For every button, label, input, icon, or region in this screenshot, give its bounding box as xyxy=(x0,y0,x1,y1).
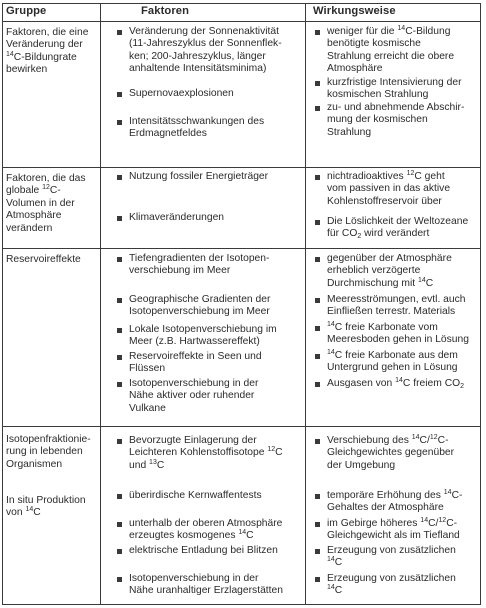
factor-item: Intensitätsschwankungen des Erdmagnetfeldes xyxy=(129,116,265,140)
bullet-icon xyxy=(117,175,122,180)
bullet-icon xyxy=(315,298,320,303)
bullet-icon xyxy=(315,30,320,35)
bullet-icon xyxy=(117,216,122,221)
bullet-icon xyxy=(117,494,122,499)
effect-item: Die Löslichkeit der Weltozeane für $CO_2$ wird verändert xyxy=(327,216,469,241)
row-divider xyxy=(2,167,481,168)
column-divider xyxy=(100,3,101,605)
column-header-faktoren: Faktoren xyxy=(141,5,190,17)
effect-item: im Gebirge höheres $^{14}$C/$^{12}$C- Gleichgewicht als im Tiefland xyxy=(327,517,460,542)
row-divider xyxy=(2,248,481,249)
bullet-icon xyxy=(315,522,320,527)
factor-item: Nutzung fossiler Energieträger xyxy=(129,171,269,182)
bullet-icon xyxy=(315,354,320,359)
effect-item: $^{14}$C freie Karbonate aus dem Untergrund gehen in Lösung xyxy=(327,349,458,374)
bullet-icon xyxy=(117,298,122,303)
column-header-gruppe: Gruppe xyxy=(6,5,47,17)
factor-item: überirdische Kernwaffentests xyxy=(129,490,262,501)
factor-item: unterhalb der oberen Atmosphäre erzeugtes kosmogenes $^{14}$C xyxy=(129,518,283,542)
factor-item: Bevorzugte Einlagerung der Leichteren Kohlenstoffisotope $^{12}$C und $^{13}$C xyxy=(129,435,283,471)
bullet-icon xyxy=(315,81,320,86)
group-cell: Isotopenfraktionie- rung in lebenden Organismen xyxy=(6,434,91,470)
column-divider xyxy=(305,3,306,605)
bullet-icon xyxy=(117,577,122,582)
bullet-icon xyxy=(117,355,122,360)
bullet-icon xyxy=(315,439,320,444)
bullet-icon xyxy=(117,549,122,554)
factor-item: Geographische Gradienten der Isotopenverschiebung im Meer xyxy=(129,294,271,318)
group-cell: Faktoren, die eine Veränderung der $^{14}$C-Bildungrate bewirken xyxy=(6,27,89,76)
bullet-icon xyxy=(117,92,122,97)
bullet-icon xyxy=(315,106,320,111)
factor-item: Tiefengradienten der Isotopen- verschiebung im Meer xyxy=(129,253,270,277)
header-divider xyxy=(2,21,481,22)
factor-item: Reservoireffekte in Seen und Flüssen xyxy=(129,351,262,375)
effect-item: Erzeugung von zusätzlichen $^{14}$C xyxy=(327,545,456,569)
effect-item: temporäre Erhöhung des $^{14}$C- Gehaltes der Atmosphäre xyxy=(327,489,463,514)
bullet-icon xyxy=(117,522,122,527)
row-divider xyxy=(2,426,481,427)
factor-item: Isotopenverschiebung in der Nähe uranhaltiger Erzlagerstätten xyxy=(129,573,283,597)
group-cell: Reservoireffekte xyxy=(6,254,81,265)
effect-item: Ausgasen von $^{14}$C freiem $CO_2$ xyxy=(327,377,465,390)
factor-item: Isotopenverschiebung in der Nähe aktiver oder ruhender Vulkane xyxy=(129,378,259,414)
bullet-icon xyxy=(315,577,320,582)
bullet-icon xyxy=(315,494,320,499)
effect-item: Erzeugung von zusätzlichen $^{14}$C xyxy=(327,573,456,597)
bullet-icon xyxy=(315,257,320,262)
factor-item: elektrische Entladung bei Blitzen xyxy=(129,545,278,556)
group-cell: In situ Produktion von $^{14}$C xyxy=(6,495,86,519)
group-cell: Faktoren, die das globale $^{12}$C- Volumen in der Atmosphäre verändern xyxy=(6,173,86,234)
factor-item: Supernovaexplosionen xyxy=(129,88,234,99)
effect-item: nichtradioaktives $^{12}$C geht vom passiven in das aktive Kohlenstoffreservoir über xyxy=(327,170,451,207)
bullet-icon xyxy=(117,382,122,387)
bullet-icon xyxy=(315,549,320,554)
effect-item: Verschiebung des $^{14}$C/$^{12}$C- Gleichgewichtes gegenüber der Umgebung xyxy=(327,434,455,471)
effect-item: Meeresströmungen, evtl. auch Einfließen terrestr. Materials xyxy=(327,294,466,318)
bullet-icon xyxy=(315,382,320,387)
bullet-icon xyxy=(117,30,122,35)
bullet-icon xyxy=(117,328,122,333)
bullet-icon xyxy=(117,120,122,125)
bullet-icon xyxy=(315,326,320,331)
factor-item: Veränderung der Sonnenaktivität (11-Jahreszyklus der Sonnenflek- ken; 200-Jahreszyklus, länger anhaltende Intensitätsminima) xyxy=(129,26,282,75)
bullet-icon xyxy=(117,257,122,262)
bullet-icon xyxy=(315,175,320,180)
factor-item: Lokale Isotopenverschiebung im Meer (z.B. Hartwassereffekt) xyxy=(129,324,277,348)
bullet-icon xyxy=(117,439,122,444)
column-header-wirkungsweise: Wirkungsweise xyxy=(313,5,396,17)
effect-item: $^{14}$C freie Karbonate vom Meeresboden gehen in Lösung xyxy=(327,321,469,346)
effect-item: zu- und abnehmende Abschir- mung der kosmischen Strahlung xyxy=(327,102,465,138)
factor-item: Klimaveränderungen xyxy=(129,212,225,223)
effect-item: weniger für die $^{14}$C-Bildung benötigte kosmische Strahlung erreicht die obere Atmosphäre xyxy=(327,25,455,75)
bullet-icon xyxy=(315,220,320,225)
effect-item: kurzfristige Intensivierung der kosmischen Strahlung xyxy=(327,77,462,101)
effect-item: gegenüber der Atmosphäre erheblich verzögerte Durchmischung mit $^{14}$C xyxy=(327,253,452,289)
